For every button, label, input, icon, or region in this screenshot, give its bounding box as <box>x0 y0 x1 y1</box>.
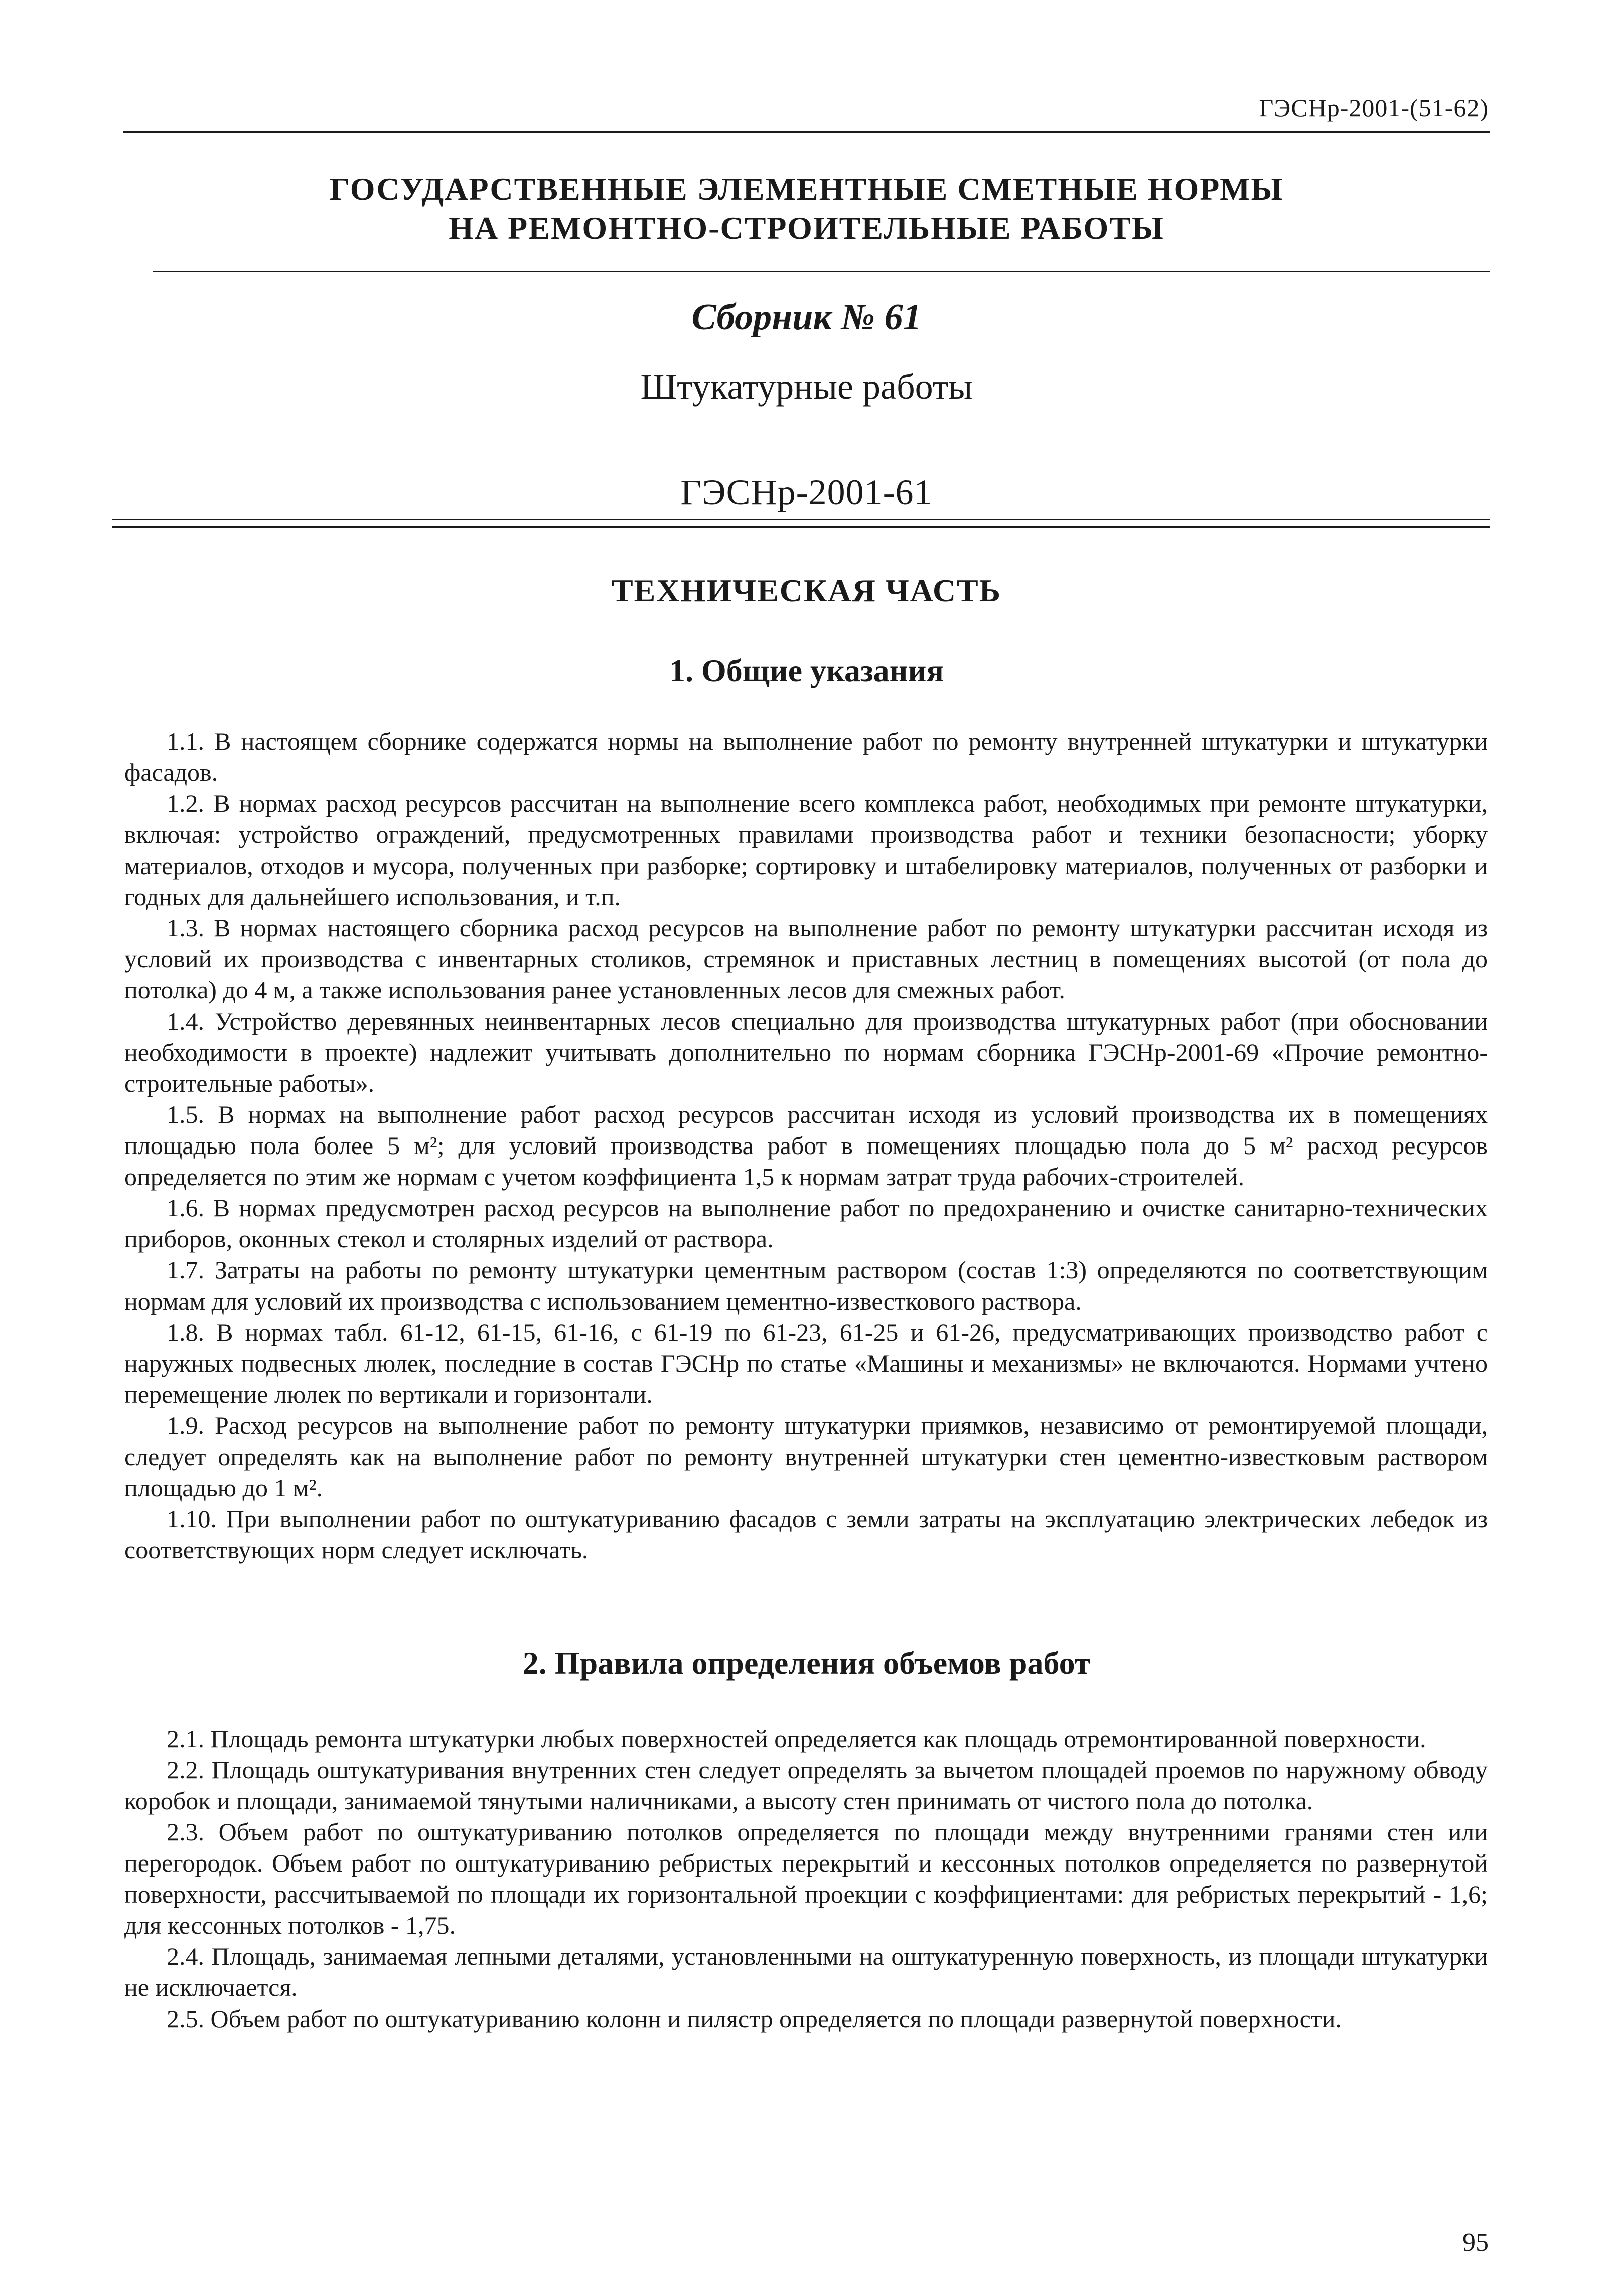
paragraph-1-2: 1.2. В нормах расход ресурсов рассчитан на выполнение всего комплекса работ, необходимых при ремонте штукатурки, включая: устройство ограждений, предусмотренных правилами производства работ и техники безопасности; уборку материалов, отходов и мусора, полученных при разборке; сортировку и штабелировку материалов, полученных от разборки и годных для дальнейшего использования, и т.п. <box>124 789 1488 911</box>
technical-part-title: ТЕХНИЧЕСКАЯ ЧАСТЬ <box>611 572 1002 608</box>
paragraph-1-10: 1.10. При выполнении работ по оштукатуриванию фасадов с земли затраты на эксплуатацию электрических лебедок из соответствующих норм следует исключать. <box>124 1505 1488 1564</box>
double-rule <box>112 519 1490 528</box>
section-2-title: 2. Правила определения объемов работ <box>522 1645 1091 1681</box>
paragraph-2-4: 2.4. Площадь, занимаемая лепными деталями, установленными на оштукатуренную поверхность, из площади штукатурки не исключается. <box>124 1942 1488 2001</box>
page-number: 95 <box>1462 2228 1489 2257</box>
paragraph-1-9: 1.9. Расход ресурсов на выполнение работ по ремонту штукатурки приямков, независимо от ремонтируемой площади, следует определять как на выполнение работ по ремонту внутренней штукатурки стен цементно-известковым раствором площадью до 1 м². <box>124 1411 1488 1502</box>
collection-code: ГЭСНр-2001-61 <box>680 472 933 512</box>
section-2-body <box>124 1723 1488 2034</box>
paragraph-2-1: 2.1. Площадь ремонта штукатурки любых поверхностей определяется как площадь отремонтированной поверхности. <box>167 1725 1426 1753</box>
paragraph-2-5: 2.5. Объем работ по оштукатуриванию колонн и пилястр определяется по площади развернутой поверхности. <box>167 2004 1342 2033</box>
paragraph-1-6: 1.6. В нормах предусмотрен расход ресурсов на выполнение работ по предохранению и очистке санитарно-технических приборов, оконных стекол и столярных изделий от раствора. <box>124 1194 1488 1253</box>
paragraph-1-1: 1.1. В настоящем сборнике содержатся нормы на выполнение работ по ремонту внутренней штукатурки и штукатурки фасадов. <box>124 727 1488 786</box>
collection-label: Сборник № 61 <box>691 297 922 338</box>
main-title <box>123 170 1490 248</box>
paragraph-2-2: 2.2. Площадь оштукатуривания внутренних стен следует определять за вычетом площадей проемов по наружному обводу коробок и площади, занимаемой тянутыми наличниками, а высоту стен принимать от чистого пола до потолка. <box>124 1756 1488 1815</box>
section-1-body <box>124 726 1488 1565</box>
section-1-title: 1. Общие указания <box>669 653 944 688</box>
document-code: ГЭСНр-2001-(51-62) <box>1259 94 1489 122</box>
paragraph-2-3: 2.3. Объем работ по оштукатуриванию потолков определяется по площади между внутренними гранями стен или перегородок. Объем работ по оштукатуриванию ребристых перекрытий и кессонных потолков определяется по развернутой поверхности, рассчитываемой по площади их горизонтальной проекции с коэффициентами: для ребристых перекрытий - 1,6; для кессонных потолков - 1,75. <box>124 1818 1488 1939</box>
paragraph-1-3: 1.3. В нормах настоящего сборника расход ресурсов на выполнение работ по ремонту штукатурки рассчитан исходя из условий их производства с инвентарных столиков, стремянок и приставных лестниц в помещениях высотой (от пола до потолка) до 4 м, а также использования ранее установленных лесов для смежных работ. <box>124 914 1488 1004</box>
paragraph-1-8: 1.8. В нормах табл. 61-12, 61-15, 61-16, с 61-19 по 61-23, 61-25 и 61-26, предусматривающих производство работ с наружных подвесных люлек, последние в состав ГЭСНр по статье «Машины и механизмы» не включаются. Нормами учтено перемещение люлек по вертикали и горизонтали. <box>124 1318 1488 1408</box>
paragraph-1-4: 1.4. Устройство деревянных неинвентарных лесов специально для производства штукатурных работ (при обосновании необходимости в проекте) надлежит учитывать дополнительно по нормам сборника ГЭСНр-2001-69 «Прочие ремонтно-строительные работы». <box>124 1007 1488 1097</box>
collection-subtitle: Штукатурные работы <box>640 367 973 407</box>
paragraph-1-7: 1.7. Затраты на работы по ремонту штукатурки цементным раствором (состав 1:3) определяются по соответствующим нормам для условий их производства с использованием цементно-известкового раствора. <box>124 1256 1488 1315</box>
main-title-line-2: НА РЕМОНТНО-СТРОИТЕЛЬНЫЕ РАБОТЫ <box>449 210 1164 246</box>
paragraph-1-5: 1.5. В нормах на выполнение работ расход ресурсов рассчитан исходя из условий производства их в помещениях площадью пола более 5 м²; для условий производства работ в помещениях площадью пола до 5 м² расход ресурсов определяется по этим же нормам с учетом коэффициента 1,5 к нормам затрат труда рабочих-строителей. <box>124 1100 1488 1191</box>
header-rule <box>123 131 1490 133</box>
main-title-line-1: ГОСУДАРСТВЕННЫЕ ЭЛЕМЕНТНЫЕ СМЕТНЫЕ НОРМЫ <box>329 171 1284 207</box>
title-rule <box>153 271 1490 272</box>
